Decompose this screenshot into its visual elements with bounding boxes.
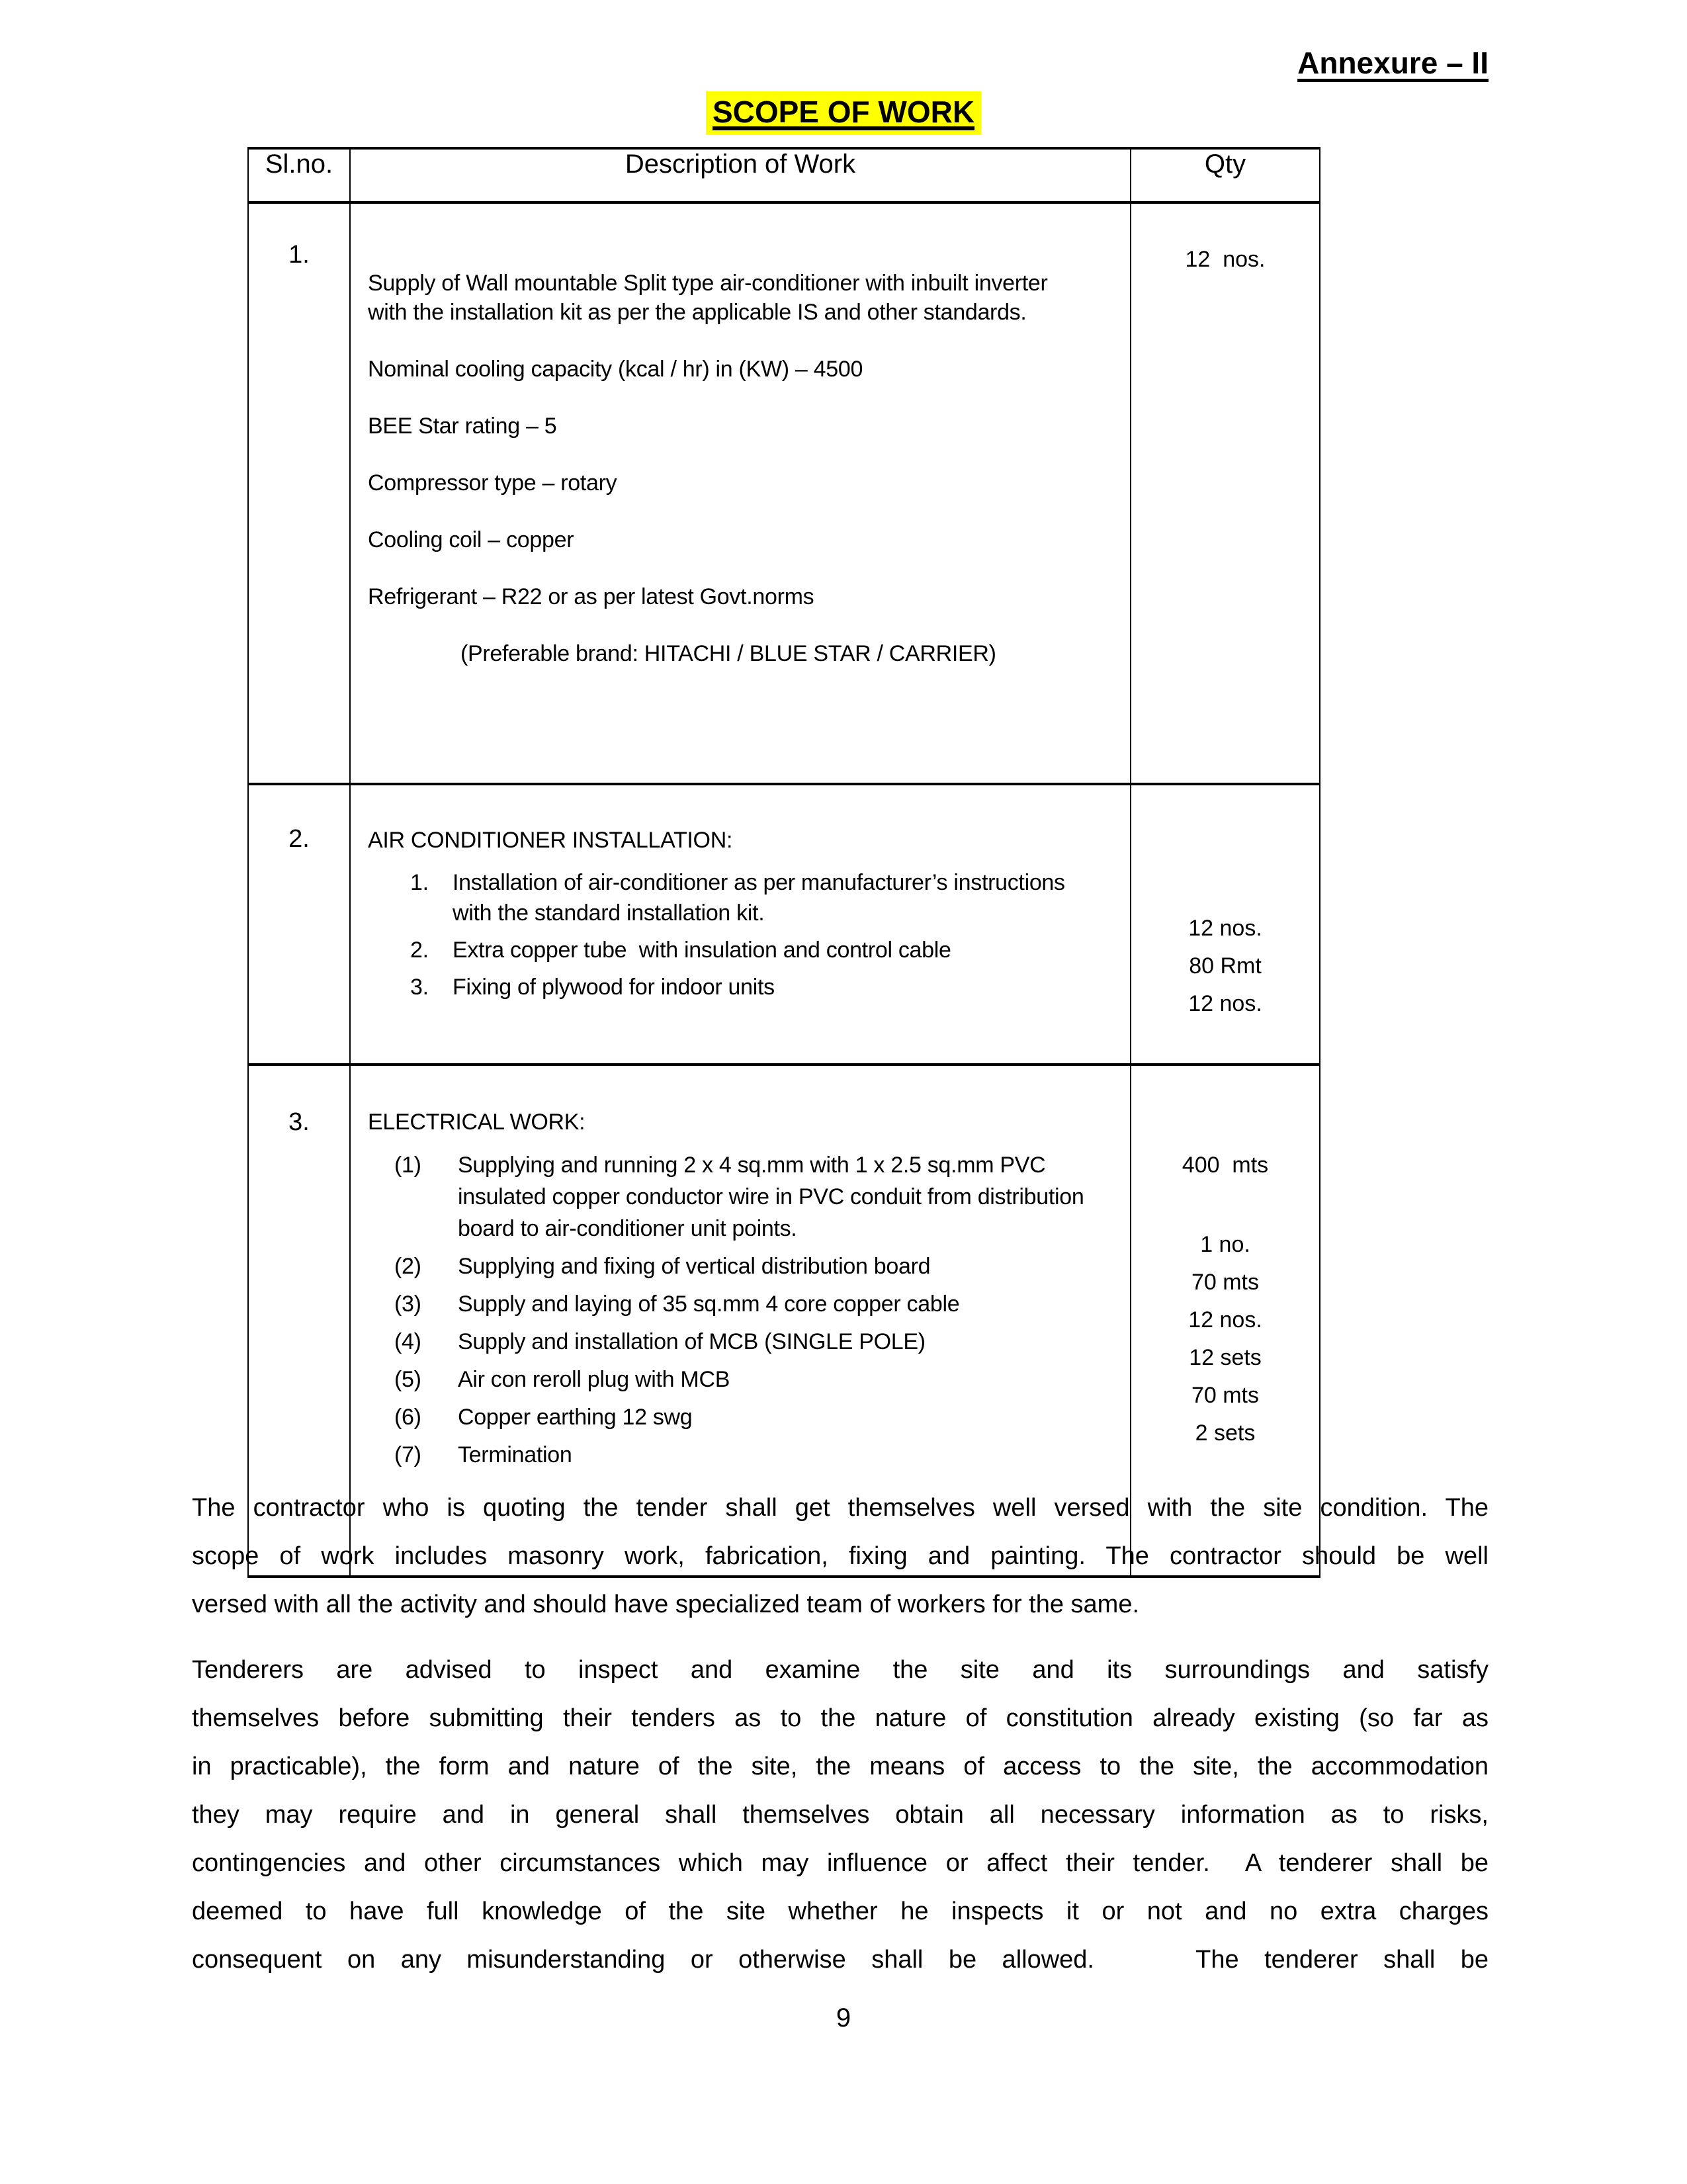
row3-item-list <box>368 1149 1097 1471</box>
row2-description-cell <box>350 784 1131 1065</box>
qty-value: 2 sets <box>1195 1420 1256 1446</box>
page-title: SCOPE OF WORK <box>706 91 981 135</box>
row1-qty-cell <box>1131 202 1320 784</box>
list-item-text: Supply and laying of 35 sq.mm 4 core copper cable <box>458 1291 960 1317</box>
row3-heading: ELECTRICAL WORK: <box>368 1110 585 1135</box>
row2-heading: AIR CONDITIONER INSTALLATION: <box>368 828 733 853</box>
list-item-text: Copper earthing 12 swg <box>458 1405 693 1430</box>
page-number: 9 <box>836 2003 851 2032</box>
paragraph-line: themselves before submitting their tenders as to the nature of constitution already existing (so far as <box>192 1704 1489 1732</box>
list-item-text: Fixing of plywood for indoor units <box>453 975 775 1000</box>
list-item <box>394 1364 1097 1395</box>
row1-description-cell <box>350 202 1131 784</box>
header-slno: Sl.no. <box>248 148 350 202</box>
row3-qty-box <box>1131 1066 1319 1452</box>
list-item-number: 1. <box>410 870 429 895</box>
row1-brand-note: (Preferable brand: HITACHI / BLUE STAR / CARRIER) <box>460 641 996 666</box>
list-item-text: Extra copper tube with insulation and control cable <box>453 938 951 963</box>
scope-of-work-table <box>247 147 1320 1578</box>
list-item <box>394 1250 1097 1282</box>
paragraph-line: deemed to have full knowledge of the site whether he inspects it or not and no extra charges <box>192 1898 1489 1925</box>
list-item <box>394 1149 1097 1245</box>
list-item-number: (1) <box>394 1153 421 1178</box>
list-item <box>394 1326 1097 1358</box>
qty-value: 1 no. <box>1200 1232 1250 1257</box>
paragraph-line: consequent on any misunderstanding or otherwise shall be allowed. The tenderer shall be <box>192 1946 1489 1974</box>
qty-value: 70 mts <box>1191 1383 1260 1408</box>
table-row-1 <box>248 202 1320 784</box>
paragraph-line: versed with all the activity and should have specialized team of workers for the same. <box>192 1591 1140 1618</box>
qty-value: 12 nos. <box>1188 1307 1262 1332</box>
row1-qty-box <box>1131 204 1319 279</box>
list-item-text: Supplying and running 2 x 4 sq.mm with 1 x 2.5 sq.mm PVC insulated copper conductor wire in PVC conduit from distribution board to air-conditioner unit points. <box>458 1153 1084 1241</box>
header-qty: Qty <box>1131 148 1320 202</box>
row1-paragraph: Refrigerant – R22 or as per latest Govt.norms <box>368 584 814 609</box>
list-item-text: Supply and installation of MCB (SINGLE POLE) <box>458 1329 926 1354</box>
row3-slno: 3. <box>288 1108 310 1136</box>
list-item-number: (5) <box>394 1367 421 1392</box>
qty-value: 12 sets <box>1189 1345 1262 1370</box>
paragraph-line: Tenderers are advised to inspect and examine the site and its surroundings and satisfy <box>192 1656 1489 1684</box>
table-row-2 <box>248 784 1320 1065</box>
list-item <box>410 972 1090 1002</box>
qty-value: 400 mts <box>1182 1153 1269 1178</box>
paragraph-line: The contractor who is quoting the tender shall get themselves well versed with the site condition. The <box>192 1494 1489 1522</box>
list-item-number: (4) <box>394 1329 421 1354</box>
row1-paragraph: BEE Star rating – 5 <box>368 414 557 439</box>
qty-value: 12 nos. <box>1188 916 1262 941</box>
paragraph-2 <box>192 1646 1489 1984</box>
row2-qty-cell <box>1131 784 1320 1065</box>
list-item-number: (6) <box>394 1405 421 1430</box>
list-item-text: Installation of air-conditioner as per manufacturer’s instructions with the standard installation kit. <box>453 870 1065 926</box>
annexure-label: Annexure – II <box>1297 46 1489 80</box>
row1-paragraph: Supply of Wall mountable Split type air-conditioner with inbuilt inverter with the installation kit as per the applicable IS and other standards. <box>368 271 1048 325</box>
list-item-number: 2. <box>410 938 429 963</box>
qty-value: 80 Rmt <box>1189 953 1262 979</box>
qty-value: 12 nos. <box>1185 247 1266 272</box>
row2-item-list <box>368 867 1090 1002</box>
list-item-number: (3) <box>394 1291 421 1317</box>
row1-paragraph: Cooling coil – copper <box>368 527 574 552</box>
row2-slno: 2. <box>288 825 310 853</box>
list-item <box>410 935 1090 965</box>
row2-slno-cell <box>248 784 350 1065</box>
list-item <box>394 1401 1097 1433</box>
table-header-row <box>248 148 1320 202</box>
paragraph-line: in practicable), the form and nature of the site, the means of access to the site, the accommodation <box>192 1753 1489 1780</box>
qty-value: 12 nos. <box>1188 991 1262 1016</box>
list-item-text: Supplying and fixing of vertical distribution board <box>458 1254 931 1279</box>
list-item-number: (7) <box>394 1442 421 1467</box>
list-item <box>394 1288 1097 1320</box>
body-text <box>192 1484 1489 2001</box>
row1-paragraph: Compressor type – rotary <box>368 470 617 496</box>
list-item-number: 3. <box>410 975 429 1000</box>
list-item <box>394 1439 1097 1471</box>
row1-paragraph: Nominal cooling capacity (kcal / hr) in (KW) – 4500 <box>368 357 863 382</box>
paragraph-line: contingencies and other circumstances which may influence or affect their tender. A tenderer shall be <box>192 1849 1489 1877</box>
page-title-wrap <box>0 91 1687 135</box>
paragraph-1 <box>192 1484 1489 1629</box>
list-item-text: Air con reroll plug with MCB <box>458 1367 730 1392</box>
list-item-text: Termination <box>458 1442 572 1467</box>
row2-qty-box <box>1131 785 1319 1023</box>
row1-slno: 1. <box>288 241 310 269</box>
header-description: Description of Work <box>350 148 1131 202</box>
row1-slno-cell <box>248 202 350 784</box>
paragraph-line: they may require and in general shall themselves obtain all necessary information as to risks, <box>192 1801 1489 1829</box>
qty-value: 70 mts <box>1191 1270 1260 1295</box>
list-item <box>410 867 1090 928</box>
list-item-number: (2) <box>394 1254 421 1279</box>
paragraph-line: scope of work includes masonry work, fabrication, fixing and painting. The contractor should be well <box>192 1542 1489 1570</box>
